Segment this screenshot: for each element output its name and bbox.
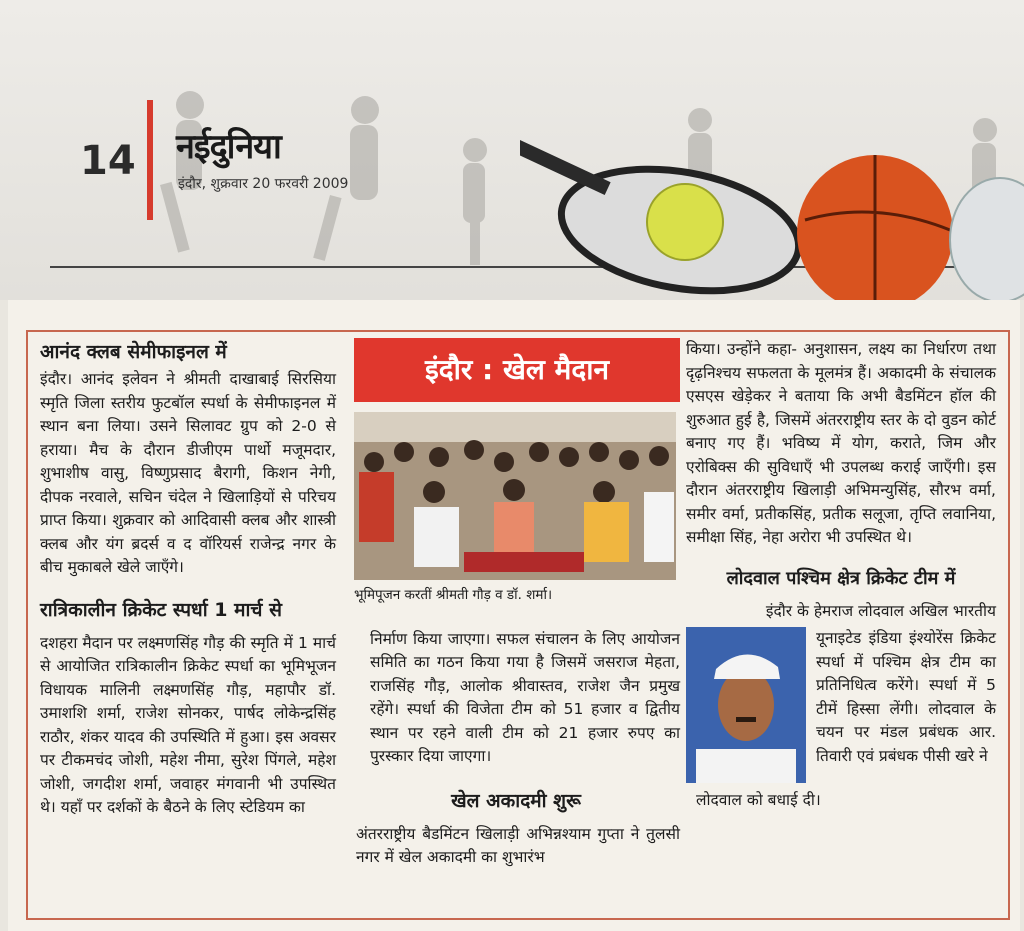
dateline: इंदौर, शुक्रवार 20 फरवरी 2009 (178, 176, 349, 192)
column-2 (352, 338, 680, 870)
article-lodwal-end: लोदवाल को बधाई दी। (696, 791, 821, 809)
headline-night-cricket: रात्रिकालीन क्रिकेट स्पर्धा 1 मार्च से (40, 598, 282, 621)
article-night-cricket-body: दशहरा मैदान पर लक्ष्मणसिंह गौड़ की स्मृति में 1 मार्च से आयोजित रात्रिकालीन क्रिकेट स्पर्धा का भूमिभूजन विधायक मालिनी लक्ष्मणसिंह गौड़, महापौर डॉ. उमाशशि शर्मा, राजेश सोनकर, पार्षद लोकेन्द्रसिंह राठौर, शंकर यादव की उपस्थिति में हुआ। इस अवसर पर टीकमचंद जोशी, महेश नीमा, सुरेश पिंगले, महेश जोशी, जगदीश शर्मा, जवाहर मंगवानी भी उपस्थित थे। यहाँ पर दर्शकों के बैठने के लिए स्टेडियम का (40, 633, 336, 816)
sports-balls-graphic (520, 130, 1024, 300)
lodwal-portrait-photo (686, 627, 806, 783)
column-1 (40, 338, 336, 820)
portrait-graphic (686, 627, 806, 783)
headline-anand-club: आनंद क्लब सेमीफाइनल में (40, 341, 227, 363)
crowd-photo-graphic (354, 412, 676, 580)
column-3 (686, 338, 996, 813)
photo-caption: भूमिपूजन करतीं श्रीमती गौड़ व डॉ. शर्मा। (354, 587, 553, 603)
red-divider-bar (147, 100, 153, 220)
headline-lodwal-cricket: लोदवाल पश्चिम क्षेत्र क्रिकेट टीम में (726, 567, 956, 589)
continuation-sports-academy: किया। उन्होंने कहा- अनुशासन, लक्ष्य का निर्धारण तथा दृढ़निश्चय सफलता के मूलमंत्र हैं। अकादमी के संचालक एसएस खेड़ेकर ने बताया कि अभी बैडमिंटन हॉल की शुरुआत हुई है, जिसमें अंतरराष्ट्रीय स्तर के दो वुडन कोर्ट बनाए गए हैं। भविष्य में योग, कराते, जिम और एरोबिक्स की सुविधाएँ भी उपलब्ध कराई जाएँगी। इस दौरान अंतरराष्ट्रीय खिलाड़ी अभिमन्युसिंह, सौरभ वर्मा, समीर वर्मा, प्रतीकसिंह, प्रतीक सलूजा, तृप्ति लवानिया, समीक्षा सिंह, नेहा अरोरा भी उपस्थित थे। (686, 340, 996, 546)
lodwal-article-block (686, 627, 996, 783)
article-lodwal-intro: इंदौर के हेमराज लोदवाल अखिल भारतीय (765, 601, 996, 620)
article-sports-academy-body: अंतरराष्ट्रीय बैडमिंटन खिलाड़ी अभिन्नश्याम गुप्ता ने तुलसी नगर में खेल अकादमी का शुभारंभ (356, 824, 680, 866)
section-banner: इंदौर : खेल मैदान (354, 338, 680, 402)
continuation-night-cricket: निर्माण किया जाएगा। सफल संचालन के लिए आयोजन समिति का गठन किया गया है जिसमें जसराज मेहता, राजसिंह गौड़, आलोक श्रीवास्तव, राजेश जैन प्रमुख रहेंगे। स्पर्धा की विजेता टीम को 51 हजार व द्वितीय स्थान पर रहने वाली टीम को 21 हजार रुपए का पुरस्कार दिया जाएगा। (370, 629, 680, 765)
article-lodwal-body: यूनाइटेड इंडिया इंश्योरेंस क्रिकेट स्पर्धा में पश्चिम क्षेत्र टीम का प्रतिनिधित्व करेंगे। स्पर्धा में 5 टीमें हिस्सा लेंगी। लोदवाल के चयन पर मंडल प्रबंधक आर. तिवारी एवं प्रबंधक पीसी खरे ने (816, 629, 996, 765)
newspaper-header (0, 0, 1024, 300)
newspaper-masthead: नईदुनिया (176, 127, 281, 167)
headline-sports-academy: खेल अकादमी शुरू (451, 789, 581, 812)
groundbreaking-photo (354, 412, 676, 580)
page-number: 14 (80, 138, 136, 184)
article-anand-club-body: इंदौर। आनंद इलेवन ने श्रीमती दाखाबाई सिरसिया स्मृति जिला स्तरीय फुटबॉल स्पर्धा के सेमीफाइनल में स्थान बना लिया। उसने सिलावट ग्रुप को 2-0 से हराया। मैच के दौरान डीजीएम पार्थो मजूमदार, शुभाशीष वासु, विष्णुप्रसाद बैरागी, किशन नेगी, दीपक नरवाले, सचिन चंदेल ने खिलाड़ियों से परिचय प्राप्त किया। शुक्रवार को आदिवासी क्लब और शास्त्री क्लब और यंग ब्रदर्स व द वॉरियर्स राजेन्द्र नगर के बीच मुकाबले खेले जाएँगे। (40, 370, 336, 576)
